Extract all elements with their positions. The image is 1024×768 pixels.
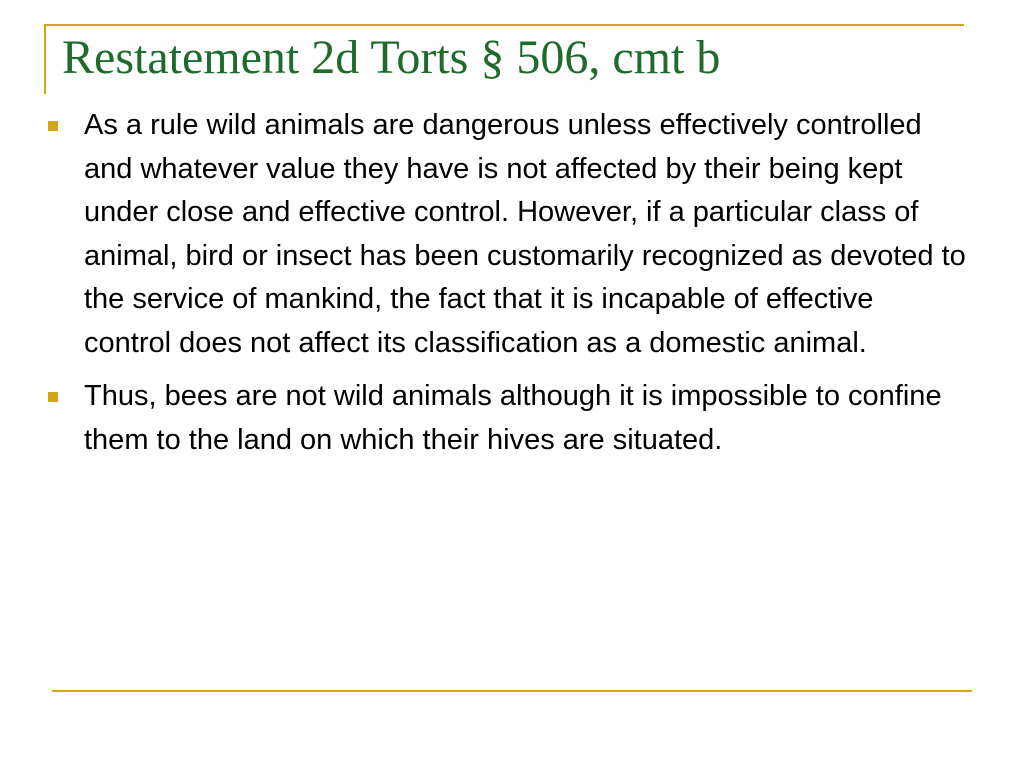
bullet-text: As a rule wild animals are dangerous unless effectively controlled and whatever value they have is not affected by their being kept under close and effective control. However, if a particular class of animal, bird or insect has been customarily recognized as devoted to the service of mankind, the fact that it is incapable of effective control does not affect its classification as a domestic animal. — [84, 109, 966, 359]
square-bullet-icon — [48, 121, 58, 131]
bullet-list — [48, 104, 968, 472]
square-bullet-icon — [48, 392, 58, 402]
bottom-divider-line — [52, 690, 972, 692]
slide-title: Restatement 2d Torts § 506, cmt b — [62, 31, 721, 84]
title-accent-line — [44, 24, 46, 94]
bullet-item — [48, 104, 968, 365]
bullet-text: Thus, bees are not wild animals although it is impossible to confine them to the land on which their hives are situated. — [84, 380, 942, 456]
top-divider-line — [44, 24, 964, 26]
bullet-item — [48, 375, 968, 462]
